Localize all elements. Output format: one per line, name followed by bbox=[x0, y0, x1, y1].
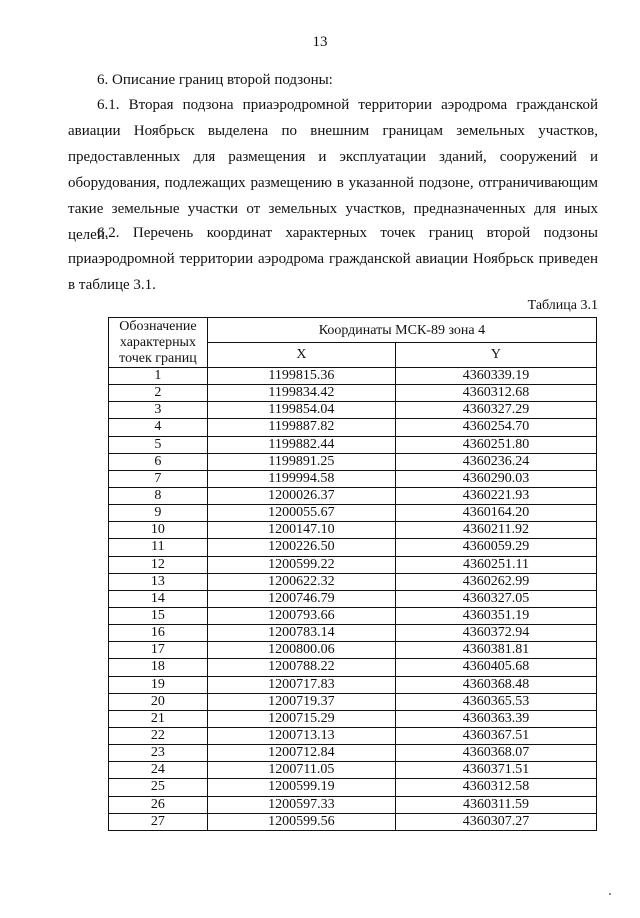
table-row bbox=[109, 368, 597, 385]
table-row bbox=[109, 659, 597, 676]
y-coordinate-cell: 4360327.29 bbox=[395, 402, 596, 419]
y-coordinate-cell: 4360405.68 bbox=[395, 659, 596, 676]
table-caption: Таблица 3.1 bbox=[527, 298, 598, 313]
table-row bbox=[109, 453, 597, 470]
x-coordinate-cell: 1199887.82 bbox=[207, 419, 395, 436]
x-coordinate-cell: 1200622.32 bbox=[207, 573, 395, 590]
point-number-cell: 4 bbox=[109, 419, 208, 436]
table-row bbox=[109, 385, 597, 402]
point-number-cell: 1 bbox=[109, 368, 208, 385]
table-row bbox=[109, 487, 597, 504]
point-number-cell: 13 bbox=[109, 573, 208, 590]
x-coordinate-cell: 1200793.66 bbox=[207, 607, 395, 624]
point-number-cell: 3 bbox=[109, 402, 208, 419]
table-row bbox=[109, 642, 597, 659]
y-coordinate-cell: 4360365.53 bbox=[395, 693, 596, 710]
scan-speck bbox=[609, 893, 611, 895]
x-coordinate-cell: 1200599.19 bbox=[207, 779, 395, 796]
x-coordinate-cell: 1200599.56 bbox=[207, 813, 395, 830]
x-coordinate-cell: 1199834.42 bbox=[207, 385, 395, 402]
y-coordinate-cell: 4360368.48 bbox=[395, 676, 596, 693]
y-coordinate-cell: 4360351.19 bbox=[395, 607, 596, 624]
header-coordinates: Координаты МСК-89 зона 4 bbox=[207, 318, 596, 343]
x-coordinate-cell: 1200712.84 bbox=[207, 745, 395, 762]
x-coordinate-cell: 1200713.13 bbox=[207, 727, 395, 744]
point-number-cell: 21 bbox=[109, 710, 208, 727]
table-row bbox=[109, 590, 597, 607]
point-number-cell: 22 bbox=[109, 727, 208, 744]
table-row bbox=[109, 539, 597, 556]
table-row bbox=[109, 402, 597, 419]
y-coordinate-cell: 4360251.80 bbox=[395, 436, 596, 453]
y-coordinate-cell: 4360307.27 bbox=[395, 813, 596, 830]
point-number-cell: 25 bbox=[109, 779, 208, 796]
point-number-cell: 16 bbox=[109, 625, 208, 642]
point-number-cell: 6 bbox=[109, 453, 208, 470]
table-row bbox=[109, 779, 597, 796]
x-coordinate-cell: 1200597.33 bbox=[207, 796, 395, 813]
paragraph-6-1-text: 6.1. Вторая подзона приаэродромной территории аэродрома гражданской авиации Ноябрьск выделена по внешним границам земельных участков, предоставленных для размещения и эксплуатации зданий, сооружений и оборудования, подлежащих размещению в указанной подзоне, отграничивающим такие земельные участки от земельных участков, предназначенных для иных целей. bbox=[68, 97, 598, 243]
y-coordinate-cell: 4360236.24 bbox=[395, 453, 596, 470]
y-coordinate-cell: 4360221.93 bbox=[395, 487, 596, 504]
x-coordinate-cell: 1200800.06 bbox=[207, 642, 395, 659]
point-number-cell: 18 bbox=[109, 659, 208, 676]
point-number-cell: 11 bbox=[109, 539, 208, 556]
y-coordinate-cell: 4360367.51 bbox=[395, 727, 596, 744]
point-number-cell: 14 bbox=[109, 590, 208, 607]
y-coordinate-cell: 4360363.39 bbox=[395, 710, 596, 727]
x-coordinate-cell: 1200055.67 bbox=[207, 505, 395, 522]
table-row bbox=[109, 796, 597, 813]
x-coordinate-cell: 1199854.04 bbox=[207, 402, 395, 419]
table-row bbox=[109, 522, 597, 539]
x-coordinate-cell: 1200783.14 bbox=[207, 625, 395, 642]
y-coordinate-cell: 4360251.11 bbox=[395, 556, 596, 573]
point-number-cell: 5 bbox=[109, 436, 208, 453]
header-x: X bbox=[207, 343, 395, 368]
point-number-cell: 7 bbox=[109, 470, 208, 487]
table-row bbox=[109, 556, 597, 573]
point-number-cell: 23 bbox=[109, 745, 208, 762]
point-number-cell: 15 bbox=[109, 607, 208, 624]
point-number-cell: 24 bbox=[109, 762, 208, 779]
table-body bbox=[109, 368, 597, 831]
x-coordinate-cell: 1200026.37 bbox=[207, 487, 395, 504]
table-row bbox=[109, 813, 597, 830]
table-row bbox=[109, 607, 597, 624]
table-row bbox=[109, 693, 597, 710]
table-row bbox=[109, 505, 597, 522]
y-coordinate-cell: 4360381.81 bbox=[395, 642, 596, 659]
y-coordinate-cell: 4360372.94 bbox=[395, 625, 596, 642]
section-heading: 6. Описание границ второй подзоны: bbox=[97, 72, 333, 88]
point-number-cell: 27 bbox=[109, 813, 208, 830]
x-coordinate-cell: 1199891.25 bbox=[207, 453, 395, 470]
table-row bbox=[109, 762, 597, 779]
point-number-cell: 19 bbox=[109, 676, 208, 693]
paragraph-6-2 bbox=[68, 220, 598, 298]
point-number-cell: 26 bbox=[109, 796, 208, 813]
table-row bbox=[109, 436, 597, 453]
point-number-cell: 17 bbox=[109, 642, 208, 659]
x-coordinate-cell: 1199882.44 bbox=[207, 436, 395, 453]
header-y: Y bbox=[395, 343, 596, 368]
table-row bbox=[109, 710, 597, 727]
table-row bbox=[109, 625, 597, 642]
x-coordinate-cell: 1200226.50 bbox=[207, 539, 395, 556]
x-coordinate-cell: 1199994.58 bbox=[207, 470, 395, 487]
y-coordinate-cell: 4360312.58 bbox=[395, 779, 596, 796]
table-row bbox=[109, 573, 597, 590]
y-coordinate-cell: 4360327.05 bbox=[395, 590, 596, 607]
y-coordinate-cell: 4360368.07 bbox=[395, 745, 596, 762]
page-number: 13 bbox=[312, 34, 328, 50]
x-coordinate-cell: 1200746.79 bbox=[207, 590, 395, 607]
y-coordinate-cell: 4360254.70 bbox=[395, 419, 596, 436]
x-coordinate-cell: 1200788.22 bbox=[207, 659, 395, 676]
point-number-cell: 2 bbox=[109, 385, 208, 402]
table-row bbox=[109, 676, 597, 693]
table-row bbox=[109, 745, 597, 762]
point-number-cell: 8 bbox=[109, 487, 208, 504]
y-coordinate-cell: 4360371.51 bbox=[395, 762, 596, 779]
y-coordinate-cell: 4360312.68 bbox=[395, 385, 596, 402]
table-row bbox=[109, 419, 597, 436]
x-coordinate-cell: 1200599.22 bbox=[207, 556, 395, 573]
point-number-cell: 12 bbox=[109, 556, 208, 573]
y-coordinate-cell: 4360262.99 bbox=[395, 573, 596, 590]
x-coordinate-cell: 1200717.83 bbox=[207, 676, 395, 693]
point-number-cell: 20 bbox=[109, 693, 208, 710]
y-coordinate-cell: 4360311.59 bbox=[395, 796, 596, 813]
x-coordinate-cell: 1200711.05 bbox=[207, 762, 395, 779]
x-coordinate-cell: 1200147.10 bbox=[207, 522, 395, 539]
table-row bbox=[109, 470, 597, 487]
y-coordinate-cell: 4360339.19 bbox=[395, 368, 596, 385]
table-row bbox=[109, 727, 597, 744]
point-number-cell: 10 bbox=[109, 522, 208, 539]
x-coordinate-cell: 1199815.36 bbox=[207, 368, 395, 385]
y-coordinate-cell: 4360164.20 bbox=[395, 505, 596, 522]
y-coordinate-cell: 4360211.92 bbox=[395, 522, 596, 539]
y-coordinate-cell: 4360059.29 bbox=[395, 539, 596, 556]
x-coordinate-cell: 1200719.37 bbox=[207, 693, 395, 710]
y-coordinate-cell: 4360290.03 bbox=[395, 470, 596, 487]
paragraph-6-2-text: 6.2. Перечень координат характерных точек границ второй подзоны приаэродромной территории аэродрома гражданской авиации Ноябрьск приведен в таблице 3.1. bbox=[68, 225, 598, 293]
header-point-designation: Обозначение характерных точек границ bbox=[109, 318, 208, 368]
point-number-cell: 9 bbox=[109, 505, 208, 522]
x-coordinate-cell: 1200715.29 bbox=[207, 710, 395, 727]
coordinates-table bbox=[108, 317, 597, 831]
